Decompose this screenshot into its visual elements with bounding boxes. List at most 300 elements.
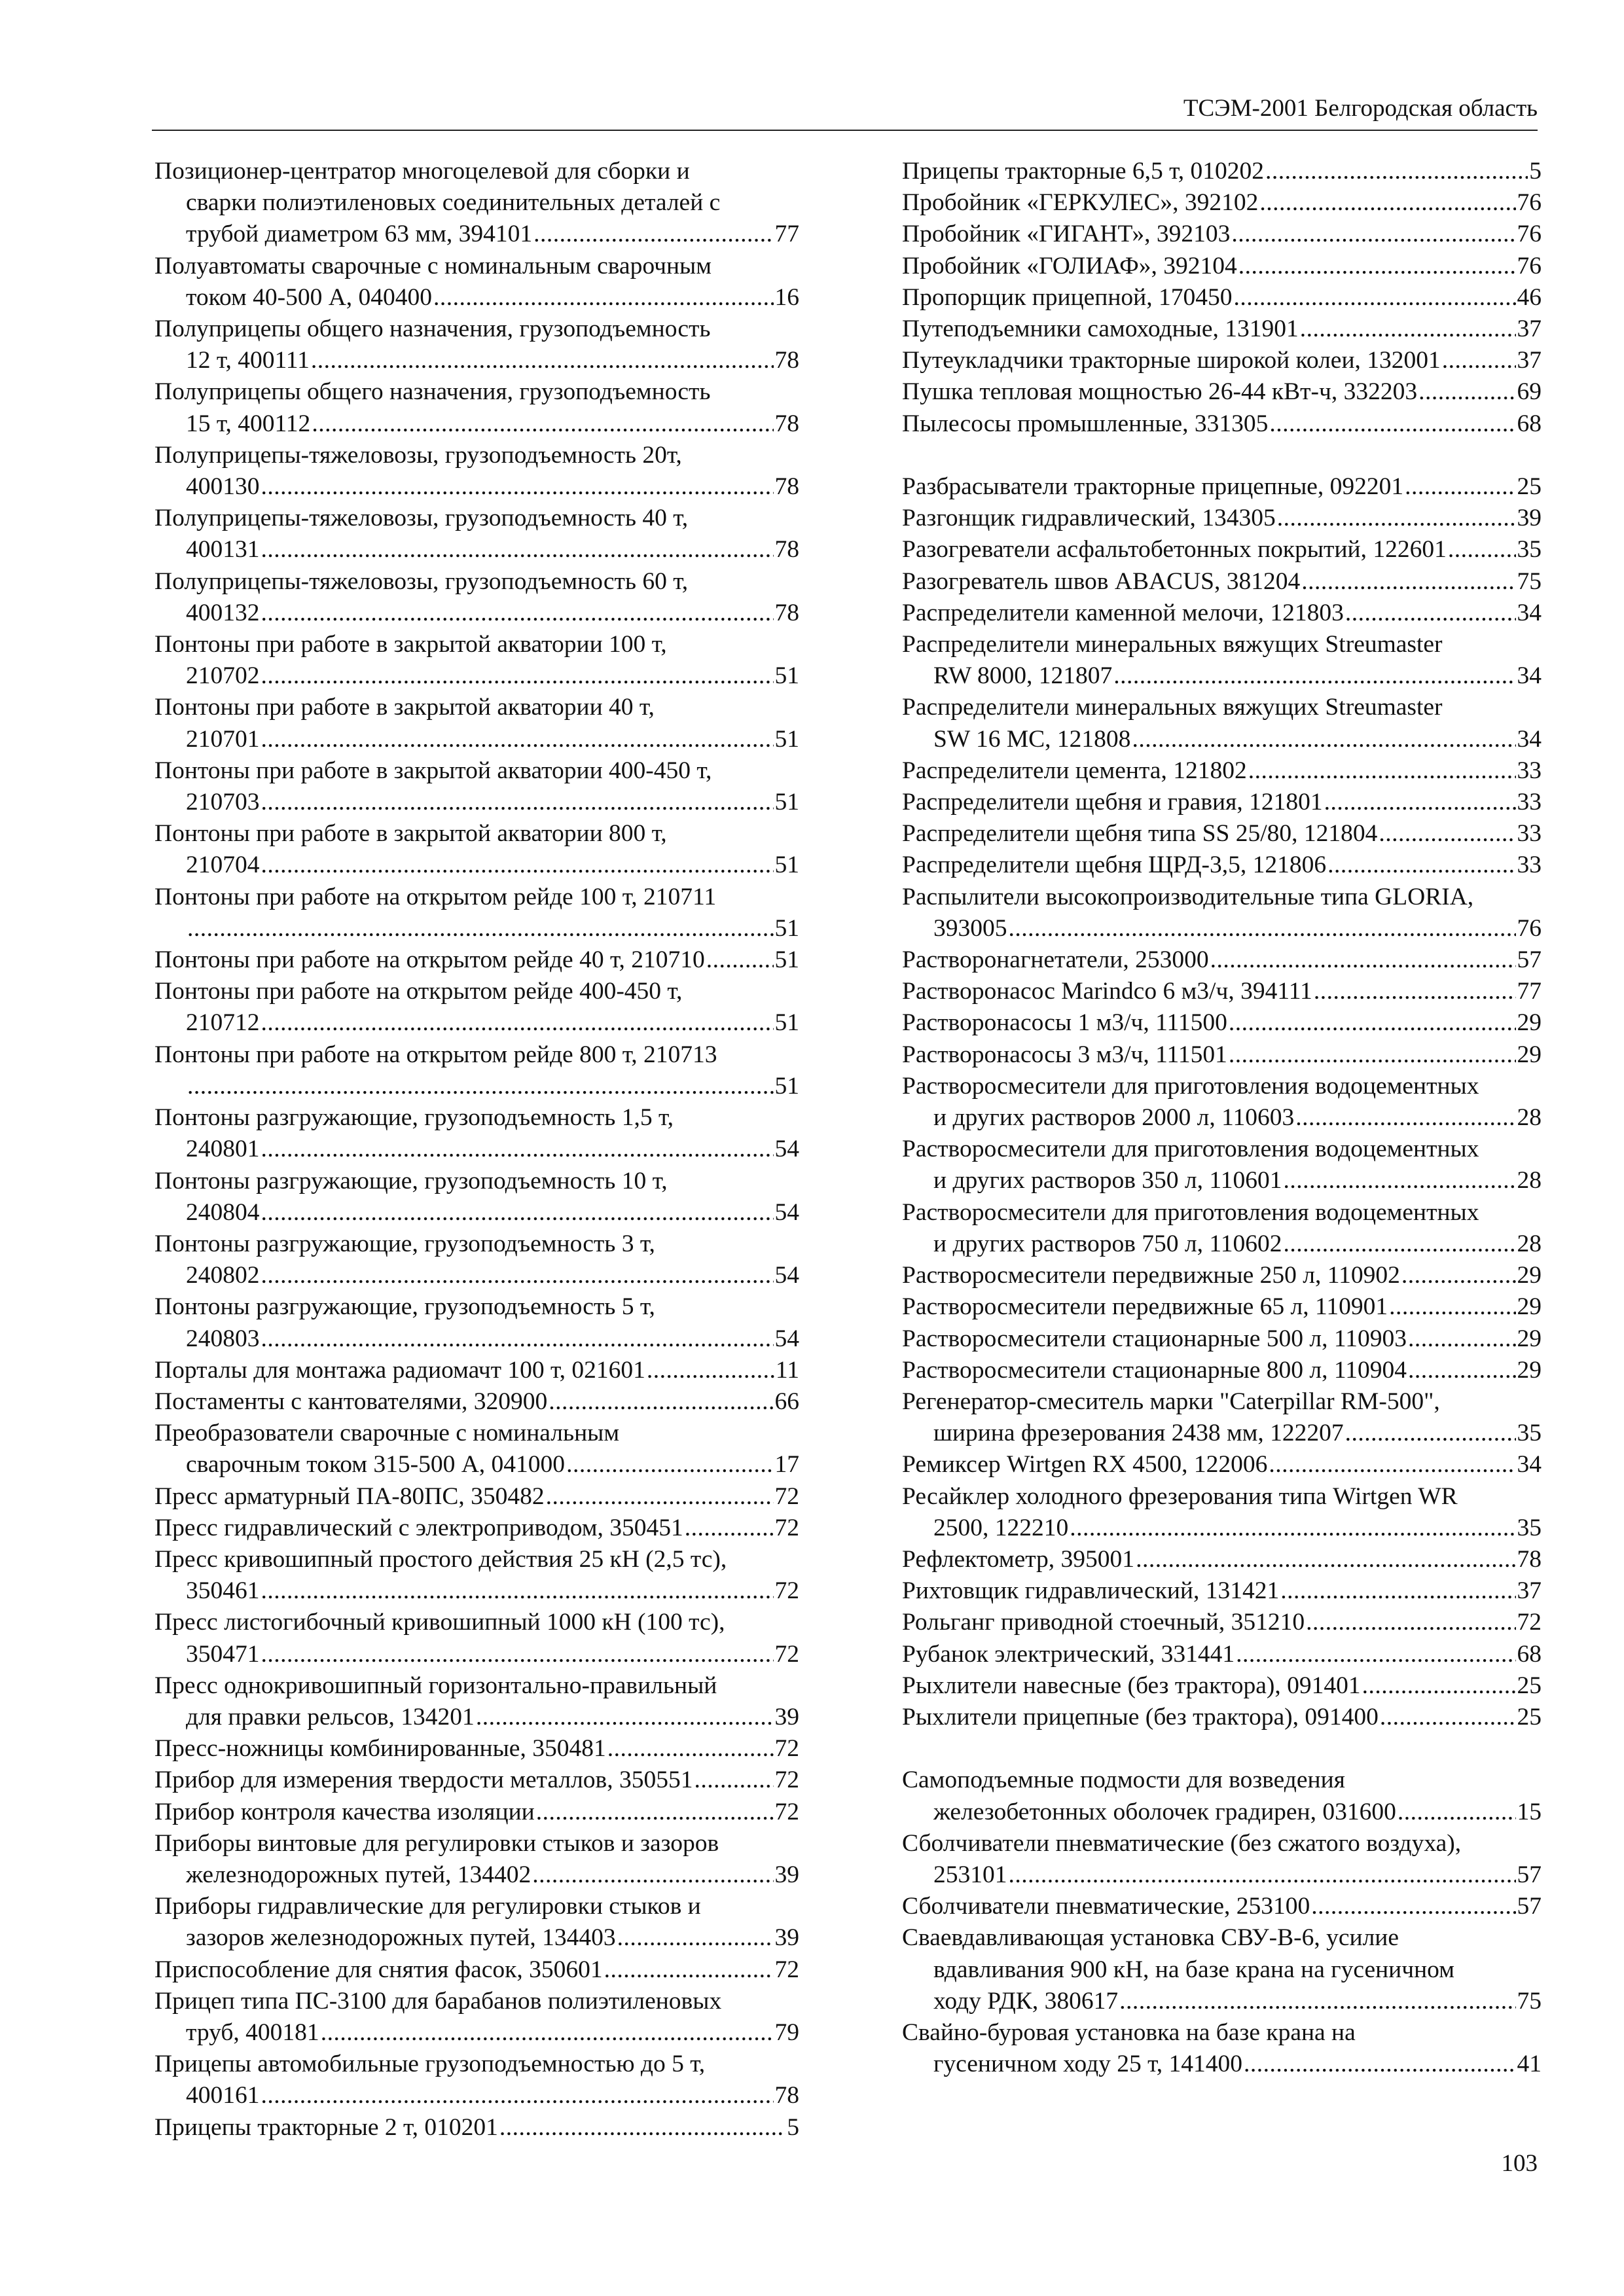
- index-entry-line: [902, 2049, 1542, 2080]
- index-entry-page: 76: [1517, 252, 1542, 279]
- index-entry: [154, 976, 799, 1039]
- index-entry: [902, 787, 1542, 818]
- index-entry-line: [154, 282, 799, 314]
- dot-leader: [261, 1197, 774, 1229]
- index-entry-text: вдавливания 900 кН, на базе крана на гусеничном: [933, 1956, 1454, 1983]
- index-entry: [902, 503, 1542, 534]
- index-entry-line: [902, 1954, 1542, 1986]
- dot-leader: [1405, 471, 1515, 503]
- index-entry-line: [154, 787, 799, 818]
- index-entry-text: Приспособление для снятия фасок, 350601: [154, 1956, 603, 1983]
- index-entry-text: Растворосмесители для приготовления водоцементных: [902, 1136, 1479, 1163]
- index-entry-page: 16: [774, 283, 799, 311]
- index-entry-page: 72: [774, 1577, 799, 1605]
- index-entry-text: Прицепы тракторные 2 т, 010201: [154, 2113, 498, 2141]
- dot-leader: [1398, 1797, 1516, 1828]
- index-entry: [902, 187, 1542, 219]
- index-entry-text: 12 т, 400111: [186, 347, 310, 374]
- index-entry-text: Распределители щебня и гравия, 121801: [902, 789, 1323, 816]
- index-entry: [902, 534, 1542, 565]
- index-entry-page: 51: [774, 725, 799, 753]
- index-entry-line: [902, 1229, 1542, 1260]
- index-entry-text: 253101: [933, 1861, 1007, 1888]
- index-entry-text: Рольганг приводной стоечный, 351210: [902, 1609, 1305, 1636]
- index-entry-line: [154, 1513, 799, 1544]
- dot-leader: [1070, 1513, 1515, 1544]
- dot-leader: [311, 345, 774, 376]
- index-entry-line: [902, 1922, 1542, 1954]
- index-entry: [902, 1765, 1542, 1827]
- index-entry: [902, 1039, 1542, 1071]
- index-entry-text: 350471: [186, 1640, 260, 1668]
- index-entry-page: 54: [774, 1325, 799, 1352]
- index-entry-text: Понтоны при работе в закрытой акватории 400-450 т,: [154, 757, 712, 784]
- index-entry: [154, 1765, 799, 1796]
- index-entry-page: 34: [1517, 725, 1542, 753]
- index-entry-text: RW 8000, 121807: [933, 662, 1113, 690]
- index-entry-page: 66: [774, 1388, 799, 1415]
- index-entry-line: [902, 345, 1542, 376]
- index-entry-line: [154, 1355, 799, 1386]
- dot-leader: [261, 1134, 774, 1165]
- dot-leader: [647, 1355, 774, 1386]
- index-entry-text: Растворосмесители стационарные 500 л, 110903: [902, 1325, 1407, 1352]
- index-entry: [902, 692, 1542, 755]
- index-entry-page: 28: [1517, 1230, 1542, 1257]
- dot-leader: [1408, 1323, 1516, 1355]
- index-entry: [902, 1386, 1542, 1449]
- section-gap: [902, 1733, 1542, 1765]
- index-entry: [154, 1386, 799, 1418]
- index-entry-text: Рефлектометр, 395001: [902, 1545, 1135, 1573]
- index-entry-line: [154, 1007, 799, 1039]
- index-entry-page: 78: [774, 536, 799, 564]
- index-entry-page: 35: [1517, 1420, 1542, 1447]
- index-entry-line: [902, 1165, 1542, 1196]
- index-entry-page: 72: [774, 1767, 799, 1794]
- index-entry: [902, 1891, 1542, 1922]
- dot-leader: [533, 219, 773, 250]
- index-entry-line: [154, 1166, 799, 1197]
- index-entry-text: Разогреватели асфальтобетонных покрытий, 122601: [902, 536, 1447, 564]
- dot-leader: [1132, 724, 1515, 755]
- index-entry-text: 210701: [186, 725, 260, 753]
- index-entry-page: 54: [774, 1198, 799, 1226]
- index-entry-text: Полуавтоматы сварочные с номинальным сварочным: [154, 252, 712, 279]
- index-entry-line: [902, 660, 1542, 692]
- index-entry-line: [154, 1449, 799, 1480]
- index-entry-text: Прицепы автомобильные грузоподъемностью до 5 т,: [154, 2051, 706, 2078]
- index-entry-line: [154, 1575, 799, 1607]
- index-entry-line: [154, 944, 799, 976]
- index-entry-page: 54: [774, 1136, 799, 1163]
- dot-leader: [187, 1071, 774, 1102]
- index-entry-line: [154, 1670, 799, 1702]
- index-entry: [154, 503, 799, 565]
- dot-leader: [1265, 156, 1528, 187]
- index-entry-page: 72: [774, 1514, 799, 1541]
- section-gap: [902, 440, 1542, 471]
- index-entry: [154, 1229, 799, 1291]
- index-entry-line: [902, 944, 1542, 976]
- index-entry: [902, 976, 1542, 1007]
- index-entry-line: [902, 1007, 1542, 1039]
- dot-leader: [1314, 976, 1516, 1007]
- index-entry-line: [154, 251, 799, 282]
- index-entry-page: 29: [1517, 1009, 1542, 1037]
- index-entry: [902, 345, 1542, 376]
- index-entry-text: Понтоны при работе в закрытой акватории 800 т,: [154, 820, 667, 848]
- dot-leader: [1324, 787, 1516, 818]
- index-entry-text: Распределители щебня ЩРД-3,5, 121806: [902, 852, 1327, 879]
- index-entry-line: [902, 1102, 1542, 1134]
- index-entry-text: Прибор контроля качества изоляции: [154, 1798, 535, 1825]
- dot-leader: [1311, 1891, 1515, 1922]
- index-entry-line: [154, 1733, 799, 1765]
- index-entry-page: 76: [1517, 189, 1542, 217]
- index-entry: [902, 1071, 1542, 1134]
- index-entry-text: Пушка тепловая мощностью 26-44 кВт-ч, 332203: [902, 378, 1418, 406]
- dot-leader: [549, 1386, 773, 1418]
- index-entry-line: [902, 156, 1542, 187]
- index-entry-line: [154, 660, 799, 692]
- index-entry-line: [902, 471, 1542, 503]
- index-entry-line: [902, 534, 1542, 565]
- dot-leader: [536, 1797, 774, 1828]
- index-entry-line: [154, 2049, 799, 2080]
- index-entry-text: трубой диаметром 63 мм, 394101: [186, 221, 533, 248]
- dot-leader: [1389, 1291, 1515, 1323]
- index-entry: [902, 818, 1542, 850]
- index-entry: [902, 1197, 1542, 1260]
- index-entry-text: Самоподъемные подмости для возведения: [902, 1767, 1345, 1794]
- index-entry: [154, 818, 799, 881]
- index-entry-line: [154, 913, 799, 944]
- index-entry-page: 57: [1517, 1893, 1542, 1920]
- index-entry-line: [902, 251, 1542, 282]
- index-entry: [902, 1702, 1542, 1733]
- index-entry-text: Прицеп типа ПС-3100 для барабанов полиэтиленовых: [154, 1987, 722, 2015]
- index-entry: [902, 1639, 1542, 1670]
- index-entry-text: труб, 400181: [186, 2018, 319, 2046]
- index-entry-text: Полуприцепы общего назначения, грузоподъемность: [154, 378, 711, 406]
- index-entry: [154, 1102, 799, 1165]
- index-entry-page: 72: [774, 1735, 799, 1763]
- index-entry-text: Свайно-буровая установка на базе крана на: [902, 2018, 1356, 2046]
- index-entry-page: 77: [1517, 978, 1542, 1005]
- index-entry-page: 37: [1517, 315, 1542, 343]
- index-entry-line: [902, 882, 1542, 913]
- index-entry-line: [902, 1859, 1542, 1891]
- index-entry-text: Рыхлители прицепные (без трактора), 091400: [902, 1703, 1379, 1731]
- index-entry-page: 25: [1517, 1703, 1542, 1731]
- index-entry-line: [154, 1639, 799, 1670]
- dot-leader: [1306, 1607, 1515, 1638]
- index-entry-line: [154, 2017, 799, 2049]
- index-entry-page: 51: [774, 1009, 799, 1037]
- index-entry-page: 76: [1517, 221, 1542, 248]
- index-entry-page: 79: [774, 2018, 799, 2046]
- index-entry: [902, 1828, 1542, 1891]
- index-entry-text: Растворосмесители для приготовления водоцементных: [902, 1072, 1479, 1100]
- index-entry-page: 11: [775, 1356, 799, 1384]
- dot-leader: [433, 282, 773, 314]
- index-entry-text: Пресс кривошипный простого действия 25 кН (2,5 тс),: [154, 1545, 727, 1573]
- dot-leader: [1418, 376, 1515, 408]
- index-entry-line: [902, 818, 1542, 850]
- index-entry: [902, 471, 1542, 503]
- index-entry-line: [902, 1260, 1542, 1291]
- index-entry-page: 78: [774, 2082, 799, 2109]
- dot-leader: [1448, 534, 1516, 565]
- dot-leader: [1229, 1007, 1516, 1039]
- index-entry-line: [154, 534, 799, 565]
- index-entry-text: 2500, 122210: [933, 1514, 1069, 1541]
- index-entry-text: 210703: [186, 789, 260, 816]
- index-entry-text: Рихтовщик гидравлический, 131421: [902, 1577, 1280, 1605]
- index-entry-text: ходу РДК, 380617: [933, 1987, 1119, 2015]
- index-entry-page: 33: [1517, 820, 1542, 848]
- index-entry-text: 350461: [186, 1577, 260, 1605]
- index-entry-line: [154, 376, 799, 408]
- index-entry-text: и других растворов 350 л, 110601: [933, 1167, 1282, 1194]
- index-entry-text: Преобразователи сварочные с номинальным: [154, 1420, 620, 1447]
- index-entry: [154, 629, 799, 692]
- dot-leader: [1009, 1859, 1516, 1891]
- index-entry-text: Пробойник «ГЕРКУЛЕС», 392102: [902, 189, 1259, 217]
- index-entry-text: Растворонасосы 3 м3/ч, 111501: [902, 1041, 1227, 1068]
- index-entry: [902, 376, 1542, 408]
- dot-leader: [261, 1639, 774, 1670]
- index-entry-text: 210704: [186, 852, 260, 879]
- index-entry-text: Понтоны разгружающие, грузоподъемность 10 т,: [154, 1167, 668, 1194]
- index-entry: [902, 2017, 1542, 2080]
- index-entry-page: 41: [1517, 2051, 1542, 2078]
- index-entry: [154, 1891, 799, 1954]
- index-entry-line: [154, 1544, 799, 1575]
- index-entry-page: 35: [1517, 1514, 1542, 1541]
- index-entry-text: Приборы гидравлические для регулировки стыков и: [154, 1893, 701, 1920]
- index-entry-text: током 40-500 А, 040400: [186, 283, 433, 311]
- index-entry-page: 34: [1517, 1451, 1542, 1479]
- index-entry: [154, 2049, 799, 2111]
- dot-leader: [617, 1922, 774, 1954]
- dot-leader: [1277, 503, 1516, 534]
- index-entry-line: [154, 1071, 799, 1102]
- index-entry: [902, 1670, 1542, 1702]
- index-entry-page: 37: [1517, 1577, 1542, 1605]
- index-entry-page: 29: [1517, 1325, 1542, 1352]
- index-entry-line: [154, 314, 799, 345]
- index-entry-line: [902, 282, 1542, 314]
- dot-leader: [566, 1449, 773, 1480]
- index-entry-text: Пробойник «ГИГАНТ», 392103: [902, 221, 1231, 248]
- dot-leader: [1284, 1229, 1516, 1260]
- index-entry: [154, 1513, 799, 1544]
- index-entry-text: Приборы винтовые для регулировки стыков и зазоров: [154, 1829, 719, 1857]
- index-entry-line: [154, 1418, 799, 1449]
- index-entry-line: [154, 1828, 799, 1859]
- index-entry: [154, 755, 799, 818]
- index-entry-line: [154, 1229, 799, 1260]
- index-entry-text: Ресайклер холодного фрезерования типа Wirtgen WR: [902, 1482, 1458, 1510]
- index-entry-page: 51: [774, 946, 799, 974]
- index-entry-text: Путеподъемники самоходные, 131901: [902, 315, 1299, 343]
- index-entry-text: Разогреватель швов ABACUS, 381204: [902, 567, 1301, 595]
- index-entry-line: [902, 1134, 1542, 1165]
- index-entry: [154, 1291, 799, 1354]
- dot-leader: [706, 944, 774, 976]
- dot-leader: [1345, 598, 1516, 629]
- index-entry: [154, 1797, 799, 1828]
- index-entry-line: [902, 787, 1542, 818]
- index-entry-text: Пропорщик прицепной, 170450: [902, 283, 1233, 311]
- index-entry-line: [154, 1954, 799, 1986]
- index-entry-text: Понтоны при работе на открытом рейде 100 т, 210711: [154, 883, 717, 910]
- dot-leader: [1234, 282, 1516, 314]
- index-entry-text: Понтоны разгружающие, грузоподъемность 3 т,: [154, 1230, 655, 1257]
- index-entry-page: 51: [774, 662, 799, 690]
- index-entry-line: [154, 1102, 799, 1134]
- index-entry: [902, 1481, 1542, 1544]
- index-entry: [902, 282, 1542, 314]
- index-entry-line: [902, 755, 1542, 787]
- index-entry-page: 78: [774, 347, 799, 374]
- dot-leader: [1327, 850, 1515, 881]
- index-entry: [902, 219, 1542, 250]
- index-entry: [154, 376, 799, 439]
- page-number: 103: [1501, 2150, 1538, 2177]
- dot-leader: [1362, 1670, 1516, 1702]
- index-entry-text: Прицепы тракторные 6,5 т, 010202: [902, 158, 1264, 185]
- index-entry-line: [902, 629, 1542, 660]
- dot-leader: [261, 787, 774, 818]
- index-entry-page: 29: [1517, 1041, 1542, 1068]
- index-entry-page: 78: [774, 599, 799, 626]
- index-entry-line: [902, 1355, 1542, 1386]
- index-entry-text: Пресс гидравлический с электроприводом, 350451: [154, 1514, 683, 1541]
- index-entry-text: Полуприцепы-тяжеловозы, грузоподъемность 20т,: [154, 441, 682, 469]
- dot-leader: [1119, 1986, 1515, 2017]
- index-entry-page: 28: [1517, 1167, 1542, 1194]
- index-entry-text: Растворосмесители для приготовления водоцементных: [902, 1198, 1479, 1226]
- index-entry: [154, 1670, 799, 1733]
- dot-leader: [261, 2080, 774, 2111]
- index-entry-line: [902, 503, 1542, 534]
- dot-leader: [1379, 818, 1515, 850]
- index-entry-line: [154, 1607, 799, 1638]
- index-entry: [902, 566, 1542, 598]
- index-entry-line: [154, 818, 799, 850]
- dot-leader: [261, 1260, 774, 1291]
- index-entry-page: 76: [1517, 914, 1542, 942]
- index-entry-text: Порталы для монтажа радиомачт 100 т, 021601: [154, 1356, 645, 1384]
- index-entry-line: [154, 1765, 799, 1796]
- index-entry-line: [154, 1323, 799, 1355]
- index-entry-text: Пылесосы промышленные, 331305: [902, 410, 1269, 437]
- index-entry-text: 240801: [186, 1136, 260, 1163]
- dot-leader: [1345, 1418, 1516, 1449]
- dot-leader: [1401, 1260, 1516, 1291]
- index-entry-text: Растворонагнетатели, 253000: [902, 946, 1209, 974]
- index-entry-line: [154, 345, 799, 376]
- index-entry-text: 240804: [186, 1198, 260, 1226]
- index-entry: [902, 1607, 1542, 1638]
- dot-leader: [1442, 345, 1516, 376]
- dot-leader: [1300, 314, 1516, 345]
- index-entry: [902, 1449, 1542, 1480]
- index-entry-line: [154, 2080, 799, 2111]
- index-entry: [154, 1481, 799, 1513]
- index-entry-line: [902, 1639, 1542, 1670]
- index-entry-text: Рубанок электрический, 331441: [902, 1640, 1235, 1668]
- index-entry-line: [902, 724, 1542, 755]
- dot-leader: [476, 1702, 774, 1733]
- dot-leader: [1269, 1449, 1515, 1480]
- index-entry-line: [902, 1449, 1542, 1480]
- index-entry-text: и других растворов 2000 л, 110603: [933, 1104, 1295, 1132]
- index-entry-text: Распределители каменной мелочи, 121803: [902, 599, 1344, 626]
- index-entry: [154, 2112, 799, 2144]
- index-entry-text: Растворосмесители передвижные 65 л, 110901: [902, 1293, 1388, 1321]
- index-entry: [154, 1166, 799, 1229]
- index-entry: [902, 1007, 1542, 1039]
- index-entry-text: сварочным током 315-500 А, 041000: [186, 1451, 566, 1479]
- index-entry-line: [902, 850, 1542, 881]
- index-entry-line: [154, 2112, 799, 2144]
- index-entry-line: [902, 913, 1542, 944]
- index-entry-line: [154, 440, 799, 471]
- index-entry-line: [902, 376, 1542, 408]
- index-entry-line: [154, 1702, 799, 1733]
- index-entry-line: [154, 187, 799, 219]
- index-entry: [154, 314, 799, 376]
- index-entry-line: [902, 2017, 1542, 2049]
- index-entry: [154, 882, 799, 944]
- index-entry-line: [902, 219, 1542, 250]
- index-entry-line: [154, 471, 799, 503]
- index-entry-text: Пресс однокривошипный горизонтально-правильный: [154, 1672, 717, 1699]
- index-entry-line: [154, 1291, 799, 1323]
- index-entry-page: 72: [774, 1640, 799, 1668]
- index-entry-page: 69: [1517, 378, 1542, 406]
- index-entry-page: 35: [1517, 536, 1542, 564]
- index-entry: [154, 1355, 799, 1386]
- index-entry-page: 72: [1517, 1609, 1542, 1636]
- dot-leader: [261, 1323, 774, 1355]
- index-entry-line: [902, 1797, 1542, 1828]
- index-entry-line: [902, 598, 1542, 629]
- dot-leader: [261, 598, 774, 629]
- index-entry-text: Путеукладчики тракторные широкой колеи, 132001: [902, 347, 1441, 374]
- dot-leader: [1259, 187, 1515, 219]
- index-entry-page: 75: [1517, 1987, 1542, 2015]
- index-entry: [154, 1828, 799, 1891]
- index-entry-page: 5: [787, 2113, 799, 2141]
- index-entry: [902, 850, 1542, 881]
- index-entry-line: [902, 1481, 1542, 1513]
- index-entry: [154, 1733, 799, 1765]
- index-entry-line: [154, 724, 799, 755]
- index-entry-line: [154, 1859, 799, 1891]
- index-entry-text: Сболчиватели пневматические, 253100: [902, 1893, 1310, 1920]
- index-entry-text: Пробойник «ГОЛИАФ», 392104: [902, 252, 1237, 279]
- index-entry-page: 54: [774, 1262, 799, 1289]
- index-entry-line: [154, 629, 799, 660]
- index-entry: [902, 1323, 1542, 1355]
- index-entry-text: Сболчиватели пневматические (без сжатого воздуха),: [902, 1829, 1462, 1857]
- index-entry-text: Пресс-ножницы комбинированные, 350481: [154, 1735, 606, 1763]
